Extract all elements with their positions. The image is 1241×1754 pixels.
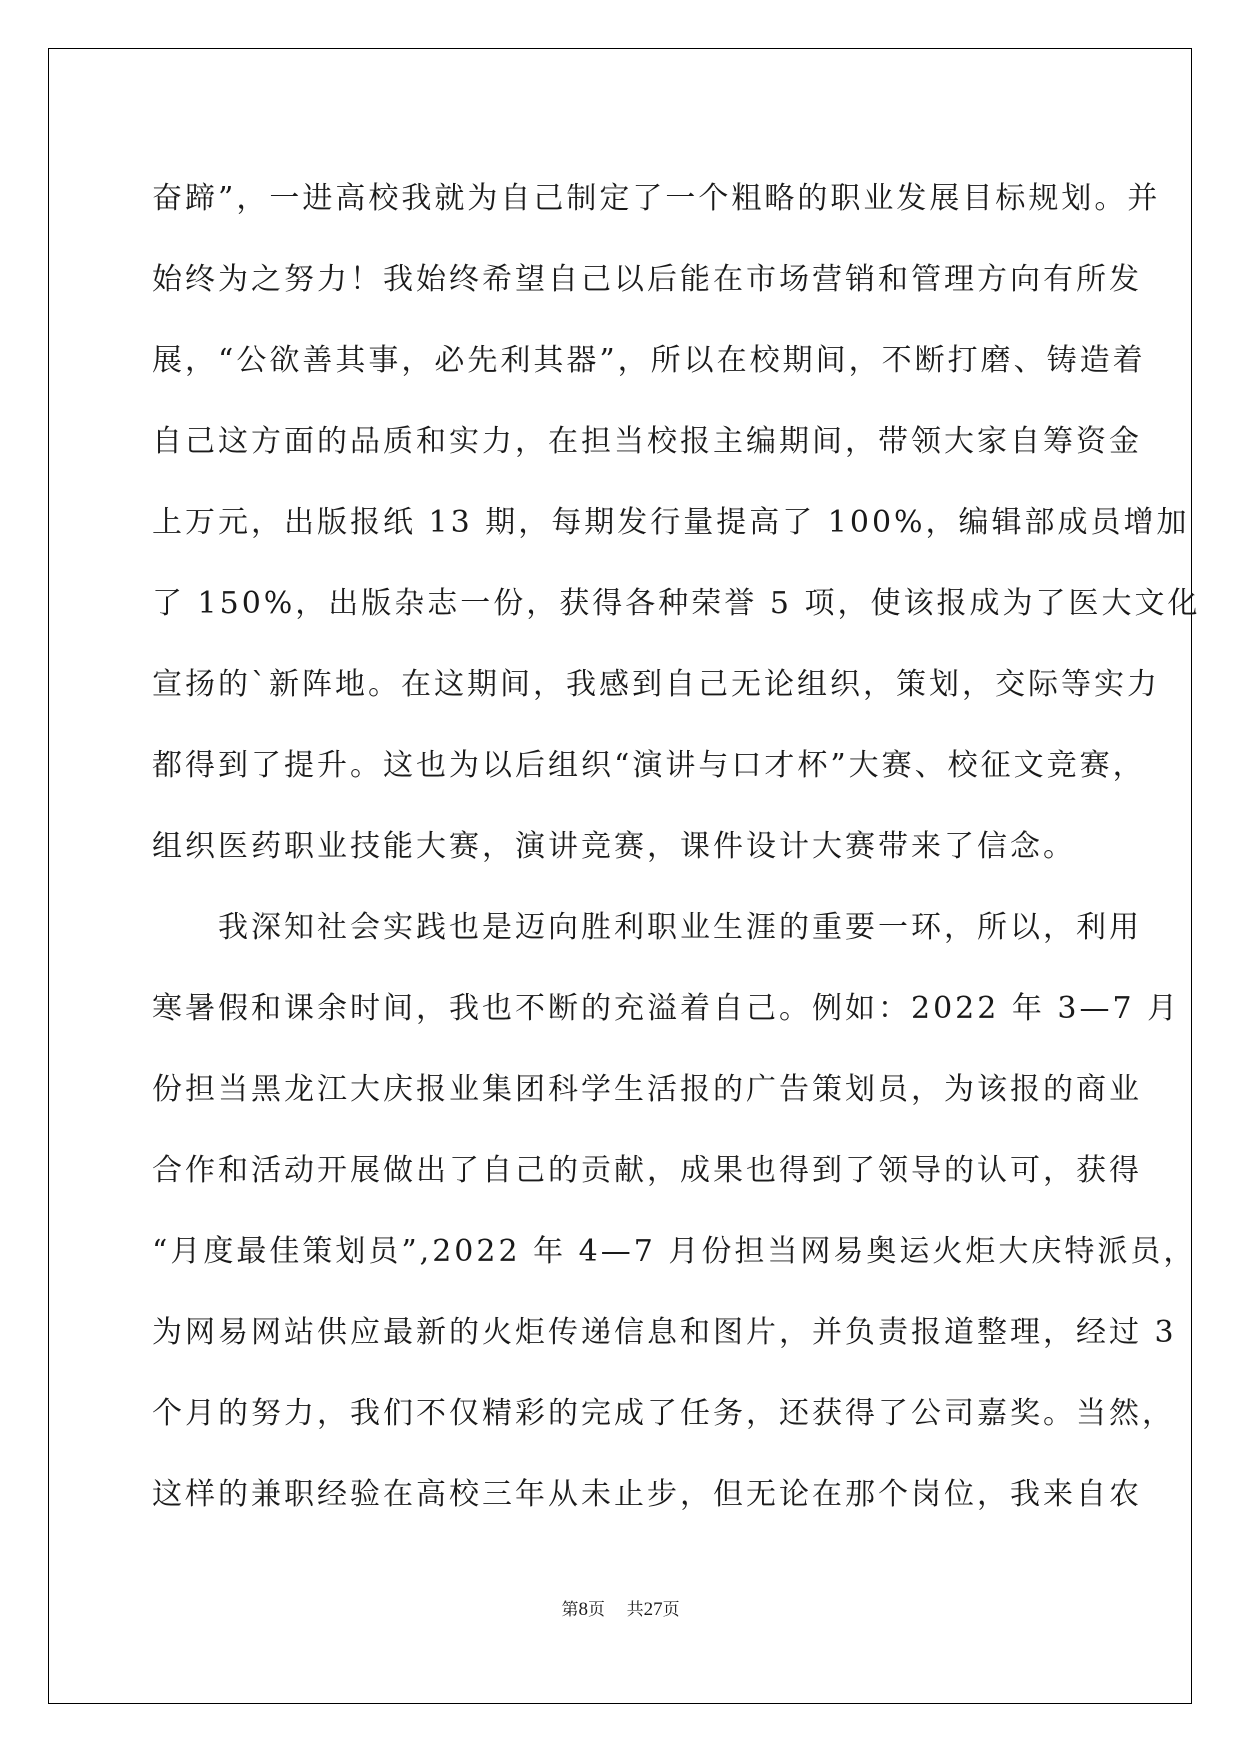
text-line: 寒暑假和课余时间，我也不断的充溢着自己。例如：2022 年 3—7 月 xyxy=(152,991,1181,1026)
text-line: “月度最佳策划员”,2022 年 4—7 月份担当网易奥运火炬大庆特派员， xyxy=(152,1234,1197,1269)
total-suffix: 页 xyxy=(662,1600,680,1620)
page-footer xyxy=(0,1595,1241,1621)
text-line: 始终为之努力！我始终希望自己以后能在市场营销和管理方向有所发 xyxy=(152,262,1142,297)
text-line: 上万元，出版报纸 13 期，每期发行量提高了 100%，编辑部成员增加 xyxy=(152,505,1190,540)
text-line: 自己这方面的品质和实力，在担当校报主编期间，带领大家自筹资金 xyxy=(152,424,1142,459)
page-prefix: 第 xyxy=(561,1600,579,1620)
text-line: 了 150%，出版杂志一份，获得各种荣誉 5 项，使该报成为了医大文化 xyxy=(152,586,1201,621)
text-line: 展，“公欲善其事，必先利其器”，所以在校期间，不断打磨、铸造着 xyxy=(152,343,1146,378)
text-line: 份担当黑龙江大庆报业集团科学生活报的广告策划员，为该报的商业 xyxy=(152,1072,1142,1107)
page-suffix: 页 xyxy=(587,1600,605,1620)
text-line: 奋蹄”，一进高校我就为自己制定了一个粗略的职业发展目标规划。并 xyxy=(152,181,1161,216)
total-prefix: 共 xyxy=(626,1600,644,1620)
total-pages: 27 xyxy=(643,1599,663,1620)
text-line: 都得到了提升。这也为以后组织“演讲与口才杯”大赛、校征文竞赛， xyxy=(152,748,1146,783)
text-line: 为网易网站供应最新的火炬传递信息和图片，并负责报道整理，经过 3 xyxy=(152,1315,1177,1350)
text-line: 我深知社会实践也是迈向胜利职业生涯的重要一环，所以，利用 xyxy=(152,910,1142,945)
text-line: 组织医药职业技能大赛，演讲竞赛，课件设计大赛带来了信念。 xyxy=(152,829,1076,864)
text-line: 合作和活动开展做出了自己的贡献，成果也得到了领导的认可，获得 xyxy=(152,1153,1142,1188)
text-line: 这样的兼职经验在高校三年从未止步，但无论在那个岗位，我来自农 xyxy=(152,1477,1142,1512)
text-line: 个月的努力，我们不仅精彩的完成了任务，还获得了公司嘉奖。当然， xyxy=(152,1396,1175,1431)
document-body xyxy=(152,158,1201,1535)
page-number: 8 xyxy=(578,1599,588,1620)
text-line: 宣扬的`新阵地。在这期间，我感到自己无论组织，策划，交际等实力 xyxy=(152,667,1160,702)
